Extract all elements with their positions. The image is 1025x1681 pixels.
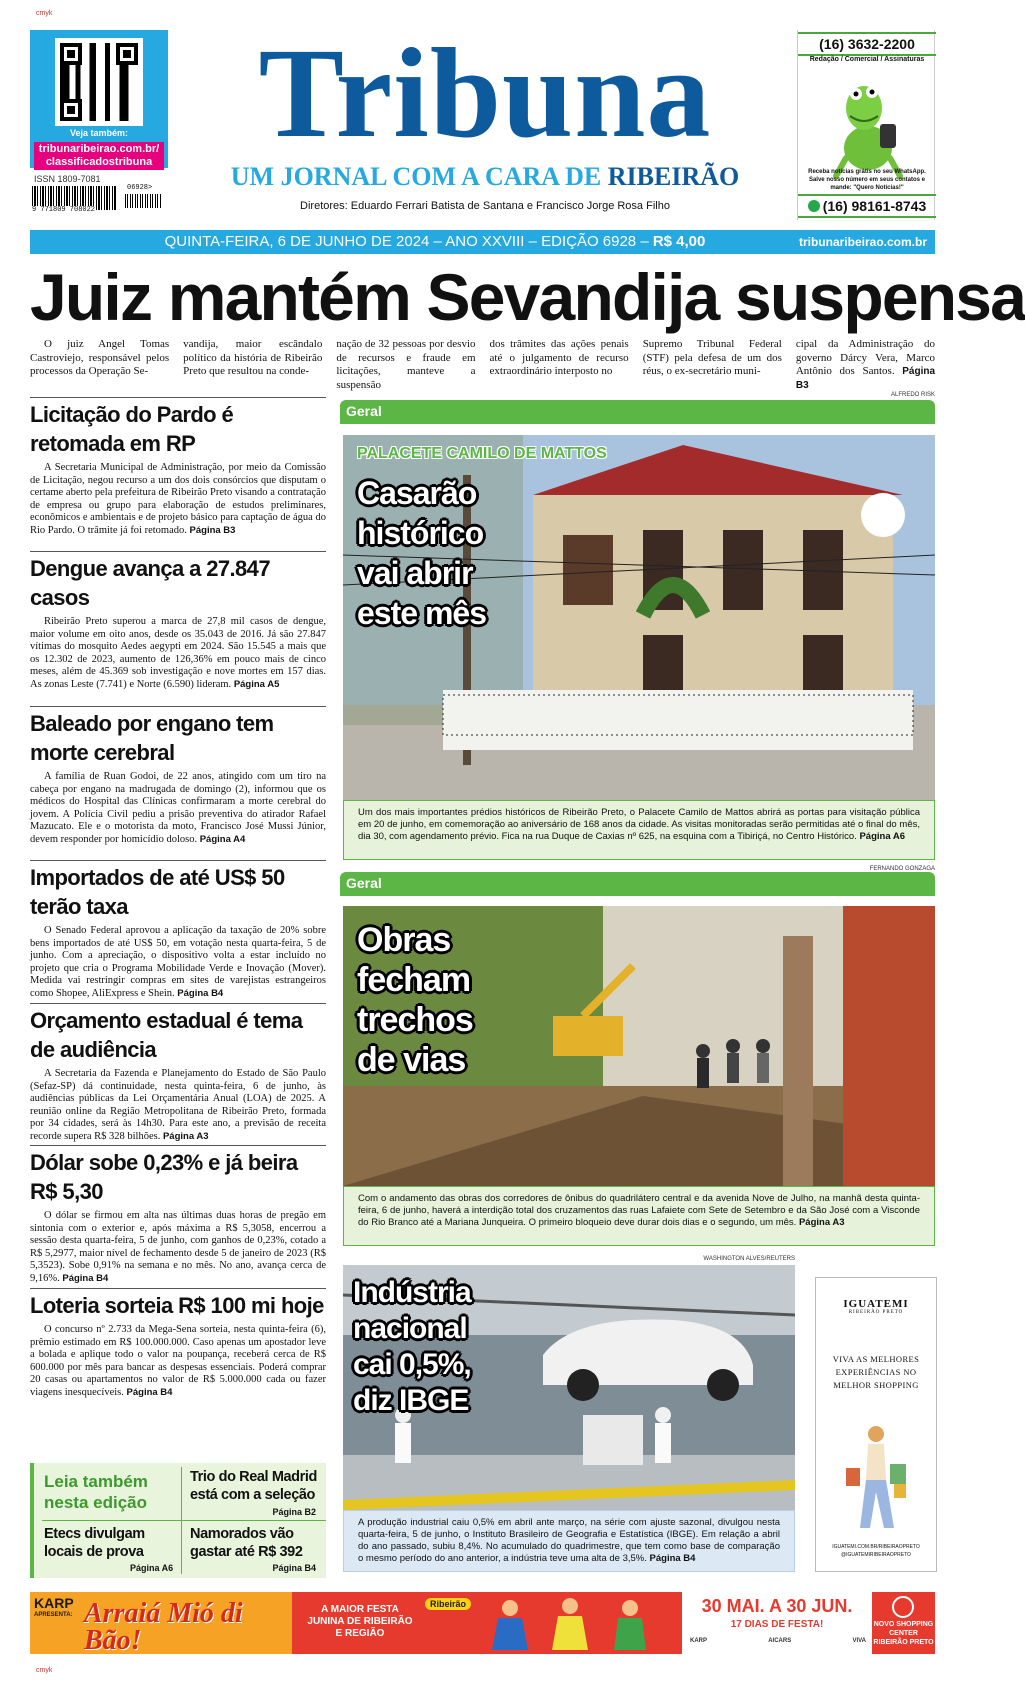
feature-caption	[343, 1186, 935, 1246]
story-text: O Senado Federal aprovou a aplicação da taxação de 20% sobre bens importados de até US$ 50, em votação nesta quarta-feira, 5 de junho. Com a apreciação, o dispositivo volta a estar incluído no projeto que cria o Programa Mobilidade Verde e Inovação (Mover). Medida vai restringir compras em sites de varejistas estrangeiros como Shopee, AliExpress e Shein.	[30, 925, 326, 999]
story-headline[interactable]: Orçamento estadual é tema de audiência	[30, 1008, 303, 1062]
date-bar	[30, 230, 935, 254]
photo-industria	[343, 1265, 795, 1510]
phone-whatsapp[interactable]	[798, 194, 936, 218]
story-page-ref[interactable]: Página A4	[199, 833, 246, 845]
leia-item[interactable]: Namorados vão gastar até R$ 392	[190, 1526, 303, 1560]
banner-ribeirao: Ribeirão	[425, 1598, 471, 1610]
story-body	[30, 1324, 326, 1400]
story-text: O dólar se firmou em alta nas últimas duas horas de pregão em sintonia com o exterior e, após máxima a R$ 5,3058, encerrou a sessão desta quarta-feira, 5 de junho, com ganhos de 0,23%, cotado a R$ 5,2977, maior nível de fechamento desde 5 de janeiro de 2023 (R$ 5,3523). Sobe 0,91% na semana e no mês. No ano, avança cerca de 9,16%.	[30, 1210, 326, 1284]
issn: ISSN 1809-7081	[34, 174, 101, 184]
feature-title-line: de vias	[357, 1041, 466, 1079]
print-mark-bottom: cmyk	[36, 1667, 53, 1674]
photo-palacete	[343, 435, 935, 800]
lead-col: vandija, maior escândalo político da história de Ribeirão Preto que resultou na conde-	[183, 338, 323, 377]
tagline-part1: UM JORNAL COM A CARA DE	[230, 162, 608, 191]
story-body	[30, 616, 326, 692]
section-tag[interactable]: Geral	[340, 400, 935, 424]
feature-title[interactable]	[353, 1275, 471, 1419]
feature-title[interactable]	[357, 920, 473, 1080]
phone-main-sub: Redação / Comercial / Assinaturas	[809, 56, 925, 63]
story-text: A família de Ruan Godoi, de 22 anos, atingido com um tiro na cabeça por engano na madrugada de domingo (2), informou que os médicos do Hospital das Clínicas confirmaram a morte cerebral do jovem. A Polícia Civil pediu a prisão preventiva do atirador Rafael Mazucato. Ele e o motorista da moto, Francisco José Mussi Júnior, devem responder por homicídio doloso.	[30, 771, 326, 845]
leia-item[interactable]: Etecs divulgam locais de prova	[44, 1526, 145, 1560]
feature-title-line: histórico	[357, 515, 484, 551]
story-body	[30, 462, 326, 538]
lead-col	[795, 338, 936, 391]
section-tag[interactable]: Geral	[340, 872, 935, 896]
whatsapp-text: Receba notícias grátis no seu WhatsApp. Salve nosso número em seus contatos e mande: "Quero Notícias!"	[808, 169, 926, 191]
lead-body	[30, 338, 936, 391]
lead-col: nação de 32 pessoas por desvio de recursos e fraude em licitações, manteve a suspensão	[336, 338, 476, 391]
lead-col: O juiz Angel Tomas Castroviejo, responsável pelos processos da Operação Se-	[30, 338, 170, 377]
feature-page-ref[interactable]: Página B4	[649, 1553, 696, 1564]
sponsor: AICARS	[768, 1638, 792, 1644]
dancers-illustration-icon	[470, 1594, 670, 1652]
feature-caption-text: Um dos mais importantes prédios históricos de Ribeirão Preto, o Palacete Camilo de Mattos abrirá as portas para visitação pública em 20 de junho, em comemoração ao aniversário de 168 anos da cidade. As visitas monitoradas serão permitidas até o final do mês, dia 30, com agendamento prévio. Fica na rua Duque de Caxias nº 625, na esquina com a Tibiriçá, no Centro Histórico.	[358, 807, 920, 842]
shopper-illustration-icon	[836, 1420, 916, 1540]
leia-page-ref: Página B2	[272, 1507, 316, 1517]
feature-title-line: este mês	[357, 595, 486, 631]
feature-title-line: cai 0,5%,	[353, 1348, 471, 1381]
photo-obras	[343, 906, 935, 1186]
whatsapp-icon	[808, 200, 820, 212]
feature-page-ref[interactable]: Página A3	[798, 1217, 845, 1228]
ad-logo-sub: RIBEIRÃO PRETO	[848, 1310, 904, 1315]
leia-page-ref: Página B4	[272, 1563, 316, 1573]
story-dolar	[30, 1145, 326, 1285]
banner-novo: NOVO SHOPPING CENTER RIBEIRÃO PRETO	[873, 1621, 934, 1646]
phone-main[interactable]: (16) 3632-2200	[798, 32, 936, 56]
ad-url: IGUATEMI.COM.BR/RIBEIRAOPRETO	[832, 1544, 920, 1550]
qr-label: Veja também:	[69, 128, 129, 138]
story-importados	[30, 860, 326, 1000]
photo-credit: ALFREDO RISK	[890, 392, 935, 398]
location-pin-icon	[892, 1596, 914, 1618]
story-loteria	[30, 1288, 326, 1458]
story-headline[interactable]: Licitação do Pardo é retomada em RP	[30, 402, 234, 456]
story-body	[30, 1210, 326, 1286]
story-body	[30, 1068, 326, 1144]
story-body	[30, 925, 326, 1001]
story-licitacao	[30, 397, 326, 547]
photo-credit: FERNANDO GONZAGA	[869, 866, 935, 872]
story-page-ref[interactable]: Página A3	[162, 1130, 209, 1142]
story-page-ref[interactable]: Página B3	[189, 524, 236, 536]
story-body	[30, 771, 326, 847]
feature-title-line: nacional	[353, 1312, 467, 1345]
story-text: A Secretaria da Fazenda e Planejamento do Estado de São Paulo (Sefaz-SP) dá continuidade, nesta quinta-feira, 6 de junho, às audiências públicas da Lei Orçamentária Anual (LOA) de 2025. A reunião online da Região Metropolitana de Ribeirão Preto, formada por 34 cidades, será às 14h30. Para este ano, a previsão de receita recorde supera R$ 328 bilhões.	[30, 1068, 326, 1142]
issue-barcode-icon	[125, 194, 161, 208]
banner-karp: KARP	[34, 1595, 74, 1611]
sponsor: KARP	[690, 1638, 708, 1644]
feature-caption	[343, 800, 935, 860]
story-page-ref[interactable]: Página A5	[233, 678, 280, 690]
qr-code-icon[interactable]	[55, 38, 143, 126]
story-dengue	[30, 551, 326, 701]
feature-kicker: PALACETE CAMILO DE MATTOS	[357, 445, 607, 462]
barcode-number: 9 771809 708022	[32, 206, 96, 214]
edition-price: R$ 4,00	[652, 233, 706, 250]
story-text: Ribeirão Preto superou a marca de 27,8 mil casos de dengue, maior volume em oito anos, desde os 35.043 de 2016. Já são 27.847 vítimas do mosquito Aedes aegypti em 2024. São 15.545 a mais que os 12.302 de 2023, aumento de 126,36% em pouco mais de cinco meses, além de 45.369 sob investigação e nove mortes em 157 dias. As zonas Leste (7.741) e Norte (6.590) lideram.	[30, 616, 326, 690]
feature-title[interactable]	[357, 473, 486, 633]
banner-sponsors	[690, 1638, 866, 1644]
story-headline[interactable]: Loteria sorteia R$ 100 mi hoje	[30, 1293, 324, 1318]
ad-logo: IGUATEMI	[843, 1298, 909, 1310]
feature-caption	[343, 1510, 795, 1572]
contact-box	[797, 30, 935, 220]
masthead-title: Tribuna	[258, 22, 712, 164]
masthead-tagline	[190, 162, 780, 192]
leia-title: Leia também nesta edição	[44, 1472, 148, 1512]
story-text: A Secretaria Municipal de Administração, por meio da Comissão de Licitação, negou recurso a um dos dois consórcios que disputam o certame aberto pela prefeitura de Ribeirão Preto visando a contratação de empresa ou grupo para elaboração de estudos preliminares, econômicos e ambientais e de projeto básico para captação de água do Rio Pardo. O trâmite já foi retomado.	[30, 462, 326, 536]
feature-title-line: fecham	[357, 961, 471, 999]
edition-date-text: QUINTA-FEIRA, 6 DE JUNHO DE 2024 – ANO XXVIII – EDIÇÃO 6928 –	[164, 233, 653, 250]
story-headline[interactable]: Dengue avança a 27.847 casos	[30, 556, 270, 610]
banner-apresenta: APRESENTA:	[34, 1612, 73, 1618]
lead-col-text: cipal da Administração do governo Dárcy Vera, Marco Antônio dos Santos.	[795, 338, 936, 377]
leia-tambem-box	[30, 1463, 326, 1578]
print-mark-top: cmyk	[36, 10, 53, 17]
leia-divider	[42, 1520, 326, 1521]
photo-credit: WASHINGTON ALVES/REUTERS	[703, 1256, 795, 1262]
leia-item[interactable]: Trio do Real Madrid está com a seleção	[190, 1469, 317, 1503]
banner-dates: 30 MAI. A 30 JUN.	[701, 1596, 853, 1616]
story-page-ref[interactable]: Página B4	[126, 1386, 173, 1398]
story-headline[interactable]: Importados de até US$ 50 terão taxa	[30, 865, 285, 919]
story-headline[interactable]: Dólar sobe 0,23% e já beira R$ 5,30	[30, 1150, 298, 1204]
banner-arraia: Arraiá Mió di Bão!	[84, 1598, 243, 1656]
feature-caption-text: A produção industrial caiu 0,5% em abril ante março, na série com ajuste sazonal, divulgou nesta quarta-feira, 5 de junho, o Instituto Brasileiro de Geografia e Estatística (IBGE). Em relação a abril do ano passado, subiu 8,4%. No acumulado do quadrimestre, que tem como base de comparação o mesmo período do ano anterior, a indústria teve uma alta de 3,5%.	[358, 1517, 780, 1564]
ad-footer	[816, 1543, 936, 1559]
edition-date	[30, 233, 840, 250]
phone-whatsapp-number: (16) 98161-8743	[822, 198, 927, 214]
feature-title-line: Obras	[357, 921, 451, 959]
feature-title-line: Indústria	[353, 1276, 471, 1309]
story-orcamento	[30, 1003, 326, 1143]
frog-mascot-icon	[828, 68, 908, 183]
story-text: O concurso nº 2.733 da Mega-Sena sorteia, nesta quinta-feira (6), prêmio estimado em R$ 100.000.000. Caso apenas um apostador leve a bolada e aplique todo o valor na poupança, receberá cerca de R$ 600.000 por mês para bancar as despesas essenciais. Poderá comprar 20 casas ou apartamentos no valor de R$ 5.000.000 cada ou fazer viagens inesquecíveis.	[30, 1324, 326, 1398]
story-headline[interactable]: Baleado por engano tem morte cerebral	[30, 711, 274, 765]
main-headline[interactable]: Juiz mantém Sevandija suspensa	[30, 260, 1025, 334]
feature-title-line: Casarão	[357, 475, 477, 511]
ad-iguatemi[interactable]	[815, 1277, 937, 1572]
feature-title-line: trechos	[357, 1001, 473, 1039]
lead-col: dos trâmites das ações penais até o julgamento de recurso extraordinário interposto no	[489, 338, 629, 377]
banner-maior: A MAIOR FESTA JUNINA DE RIBEIRÃO E REGIÃO	[307, 1604, 413, 1639]
story-baleado	[30, 706, 326, 856]
qr-links[interactable]: tribunaribeirao.com.br/ classificadostribuna	[34, 142, 164, 170]
sponsor: VIVA	[852, 1638, 866, 1644]
leia-page-ref: Página A6	[130, 1563, 174, 1573]
lead-page-ref[interactable]: Página B3	[795, 366, 936, 391]
directors-line: Diretores: Eduardo Ferrari Batista de Santana e Francisco Jorge Rosa Filho	[300, 200, 670, 212]
site-link[interactable]: tribunaribeirao.com.br	[798, 235, 927, 249]
feature-title-line: diz IBGE	[353, 1384, 469, 1417]
lead-col: Supremo Tribunal Federal (STF) pela defesa de um dos réus, o ex-secretário muni-	[642, 338, 782, 377]
feature-page-ref[interactable]: Página A6	[859, 831, 906, 842]
ad-social: @IGUATEMIRIBEIRAOPRETO	[841, 1552, 911, 1558]
story-page-ref[interactable]: Página B4	[177, 987, 224, 999]
story-page-ref[interactable]: Página B4	[62, 1272, 109, 1284]
tagline-part2: RIBEIRÃO	[607, 162, 740, 191]
qr-promo	[30, 30, 168, 168]
feature-caption-text: Com o andamento das obras dos corredores de ônibus do quadrilátero central e da avenida Nove de Julho, na manhã desta quinta-feira, 6 de junho, haverá a interdição total dos cruzamentos das ruas Lafaiete com Sete de Setembro e da São José com a Visconde do Rio Branco até a Mariana Junqueira. O primeiro bloqueio deve durar dois dias e o segundo, um mês.	[358, 1193, 920, 1228]
ad-slogan: VIVA AS MELHORES EXPERIÊNCIAS NO MELHOR SHOPPING	[832, 1354, 920, 1390]
banner-dias: 17 DIAS DE FESTA!	[730, 1619, 824, 1630]
feature-title-line: vai abrir	[357, 555, 473, 591]
ad-arraia-banner[interactable]	[30, 1592, 935, 1654]
issue-code: 06928>	[127, 184, 153, 192]
